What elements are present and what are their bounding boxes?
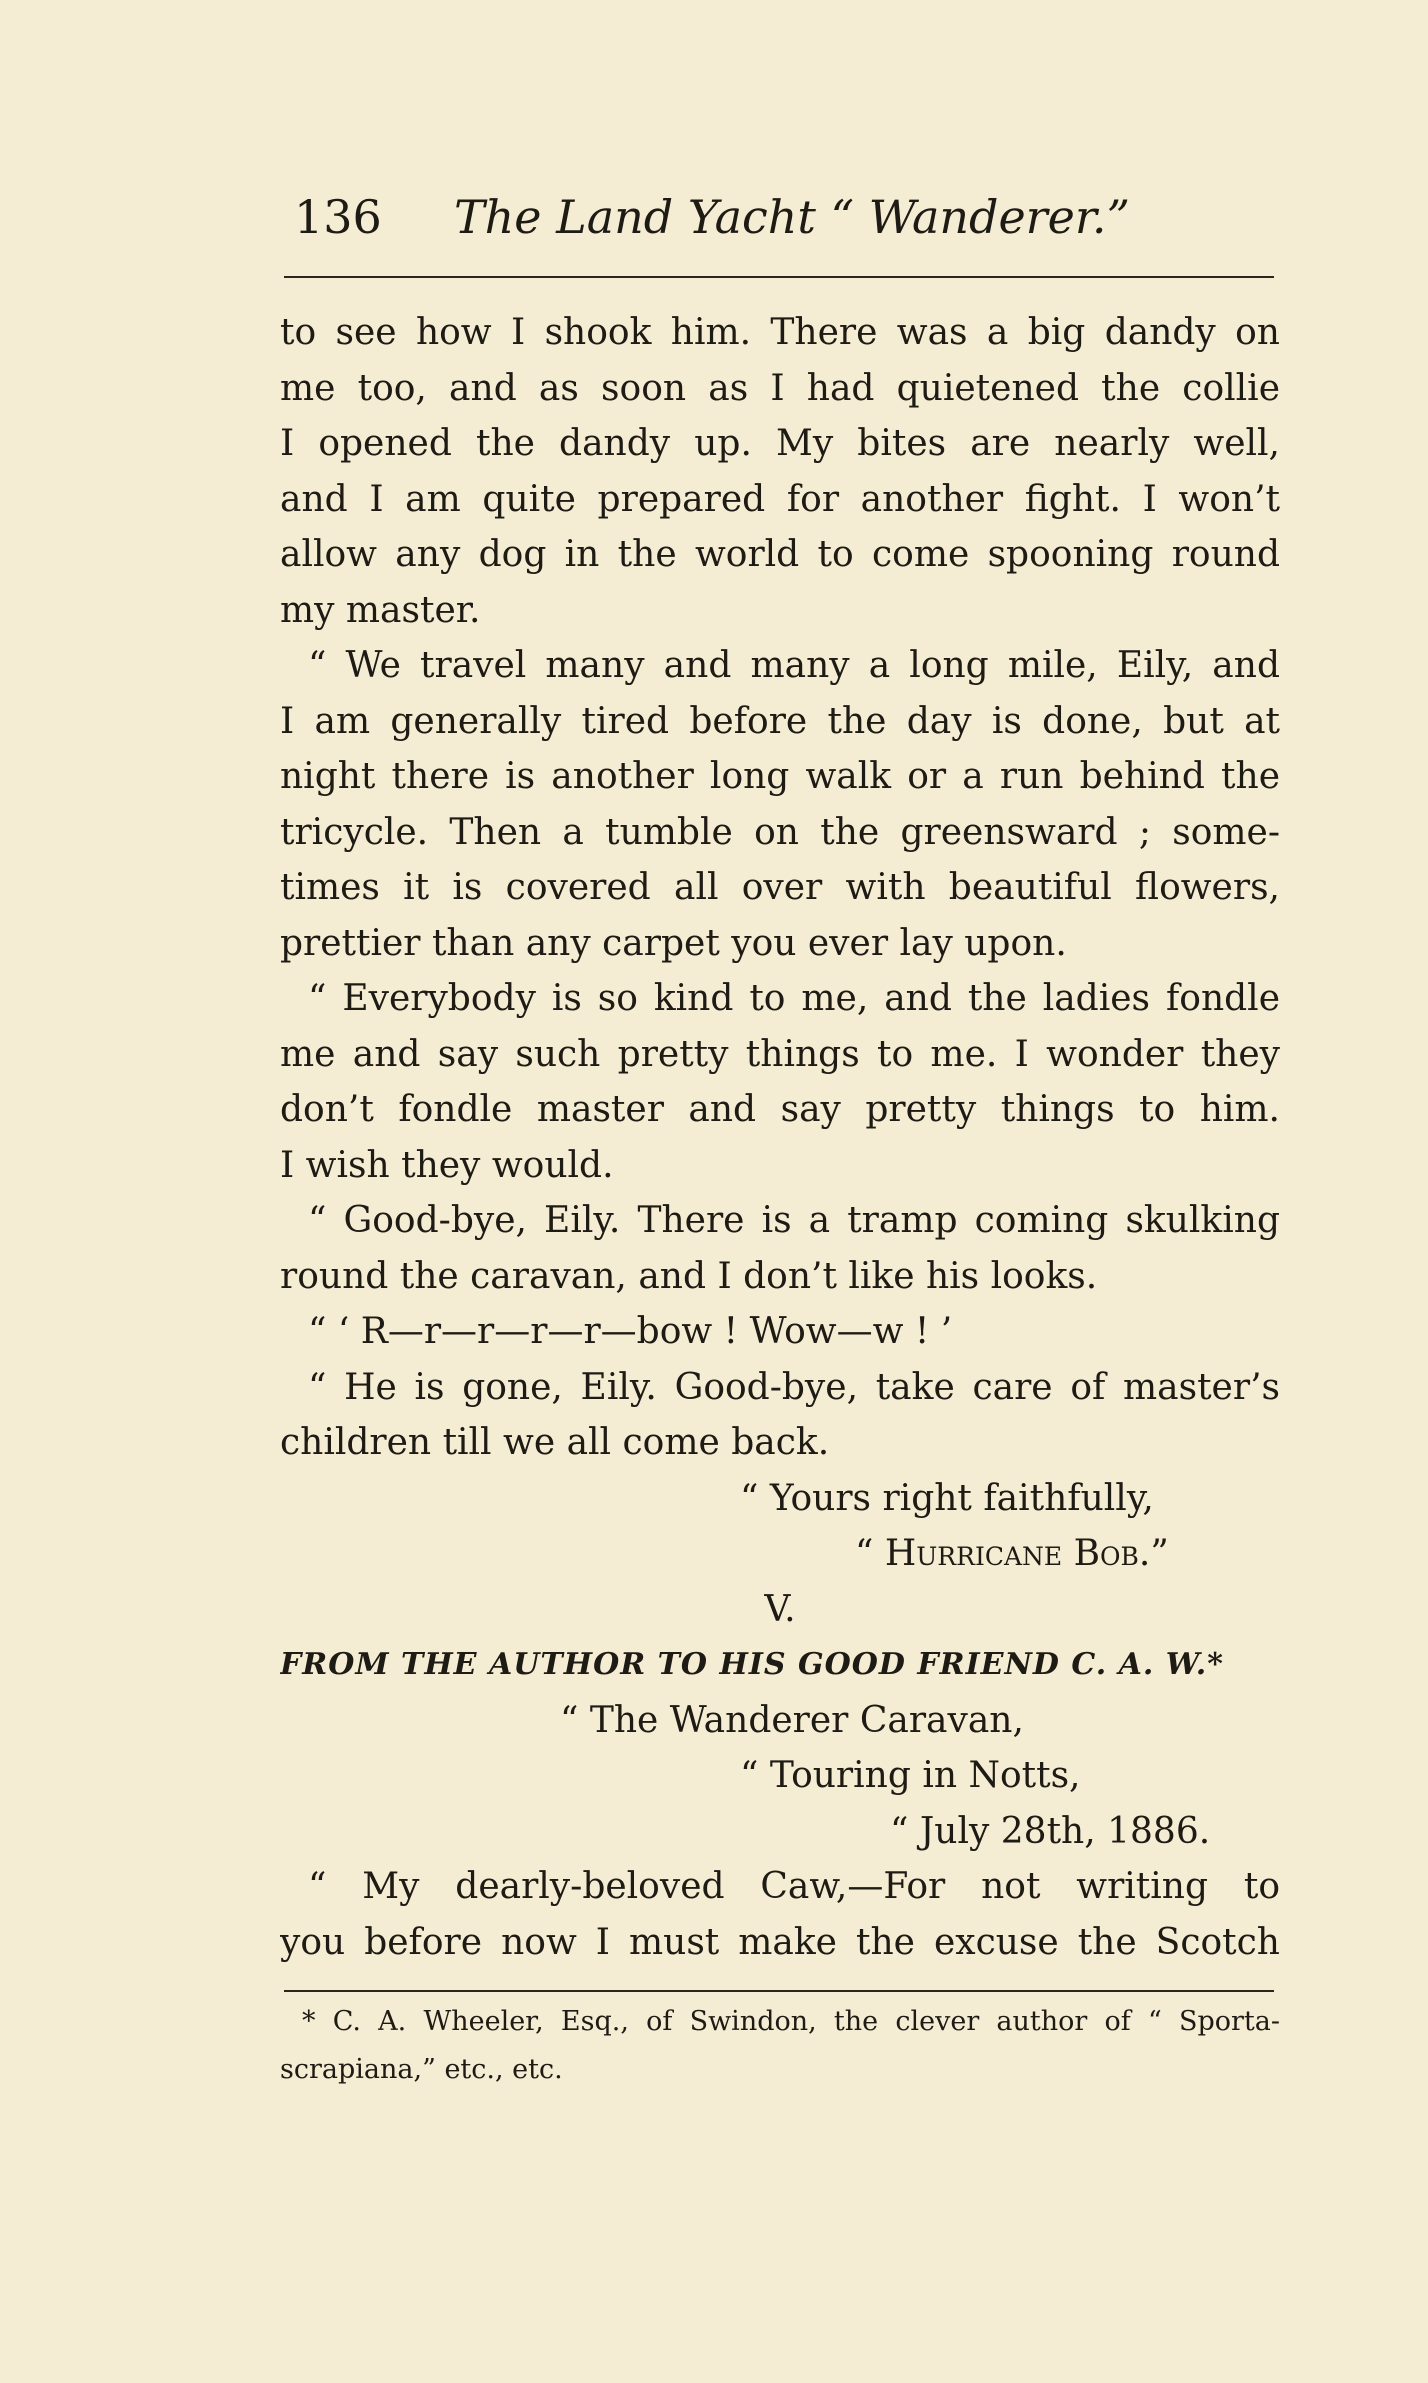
text-line: don’t fondle master and say pretty things to him. bbox=[280, 1089, 1280, 1130]
signature-line: “ Hurricane Bob.” bbox=[855, 1533, 1169, 1574]
footnote-rule bbox=[284, 1990, 1274, 1992]
closing-line: “ Yours right faithfully, bbox=[740, 1477, 1154, 1519]
date-line: “ July 28th, 1886. bbox=[890, 1810, 1211, 1852]
address-line: “ Touring in Notts, bbox=[740, 1755, 1081, 1796]
text-line: I opened the dandy up. My bites are nearly well, bbox=[280, 423, 1280, 464]
section-number: V. bbox=[764, 1588, 796, 1630]
text-line: “ Everybody is so kind to me, and the ladies fondle bbox=[308, 978, 1280, 1019]
text-line: me and say such pretty things to me. I wonder they bbox=[280, 1033, 1280, 1075]
text-line: and I am quite prepared for another fight. I won’t bbox=[280, 478, 1280, 520]
footnote bbox=[280, 1998, 1280, 2094]
header-rule bbox=[284, 276, 1274, 278]
text-line: prettier than any carpet you ever lay upon. bbox=[280, 922, 1067, 964]
section-heading: FROM THE AUTHOR TO HIS GOOD FRIEND C. A. W.* bbox=[280, 1647, 1224, 1682]
text-line: I am generally tired before the day is done, but at bbox=[280, 700, 1280, 742]
text-line: my master. bbox=[280, 589, 481, 631]
running-title: The Land Yacht “ Wanderer.” bbox=[454, 190, 1130, 244]
footnote-line: scrapiana,” etc., etc. bbox=[280, 2054, 563, 2085]
text-line: you before now I must make the excuse the Scotch bbox=[280, 1921, 1280, 1963]
salutation-line: “ My dearly-beloved Caw,—For not writing to bbox=[308, 1866, 1280, 1907]
footnote-line: * C. A. Wheeler, Esq., of Swindon, the clever author of “ Sporta- bbox=[302, 2006, 1280, 2037]
text-line: “ He is gone, Eily. Good-bye, take care of master’s bbox=[308, 1366, 1280, 1408]
text-line: times it is covered all over with beautiful flowers, bbox=[280, 867, 1280, 908]
text-line: “ ‘ R—r—r—r—r—bow ! Wow—w ! ’ bbox=[308, 1311, 953, 1352]
text-line: round the caravan, and I don’t like his looks. bbox=[280, 1255, 1098, 1297]
text-line: me too, and as soon as I had quietened the collie bbox=[280, 367, 1280, 409]
text-line: “ Good-bye, Eily. There is a tramp coming skulking bbox=[308, 1200, 1280, 1241]
text-line: to see how I shook him. There was a big dandy on bbox=[280, 312, 1280, 353]
text-line: children till we all come back. bbox=[280, 1422, 830, 1463]
text-line: tricycle. Then a tumble on the greensward ; some- bbox=[280, 811, 1280, 853]
address-line: “ The Wanderer Caravan, bbox=[560, 1699, 1024, 1741]
page-number: 136 bbox=[294, 190, 382, 244]
body-text bbox=[280, 305, 1280, 1970]
text-line: night there is another long walk or a run behind the bbox=[280, 756, 1280, 797]
text-line: “ We travel many and many a long mile, Eily, and bbox=[308, 645, 1280, 686]
text-line: I wish they would. bbox=[280, 1144, 614, 1186]
page-header bbox=[284, 190, 1274, 260]
text-line: allow any dog in the world to come spooning round bbox=[280, 534, 1280, 575]
